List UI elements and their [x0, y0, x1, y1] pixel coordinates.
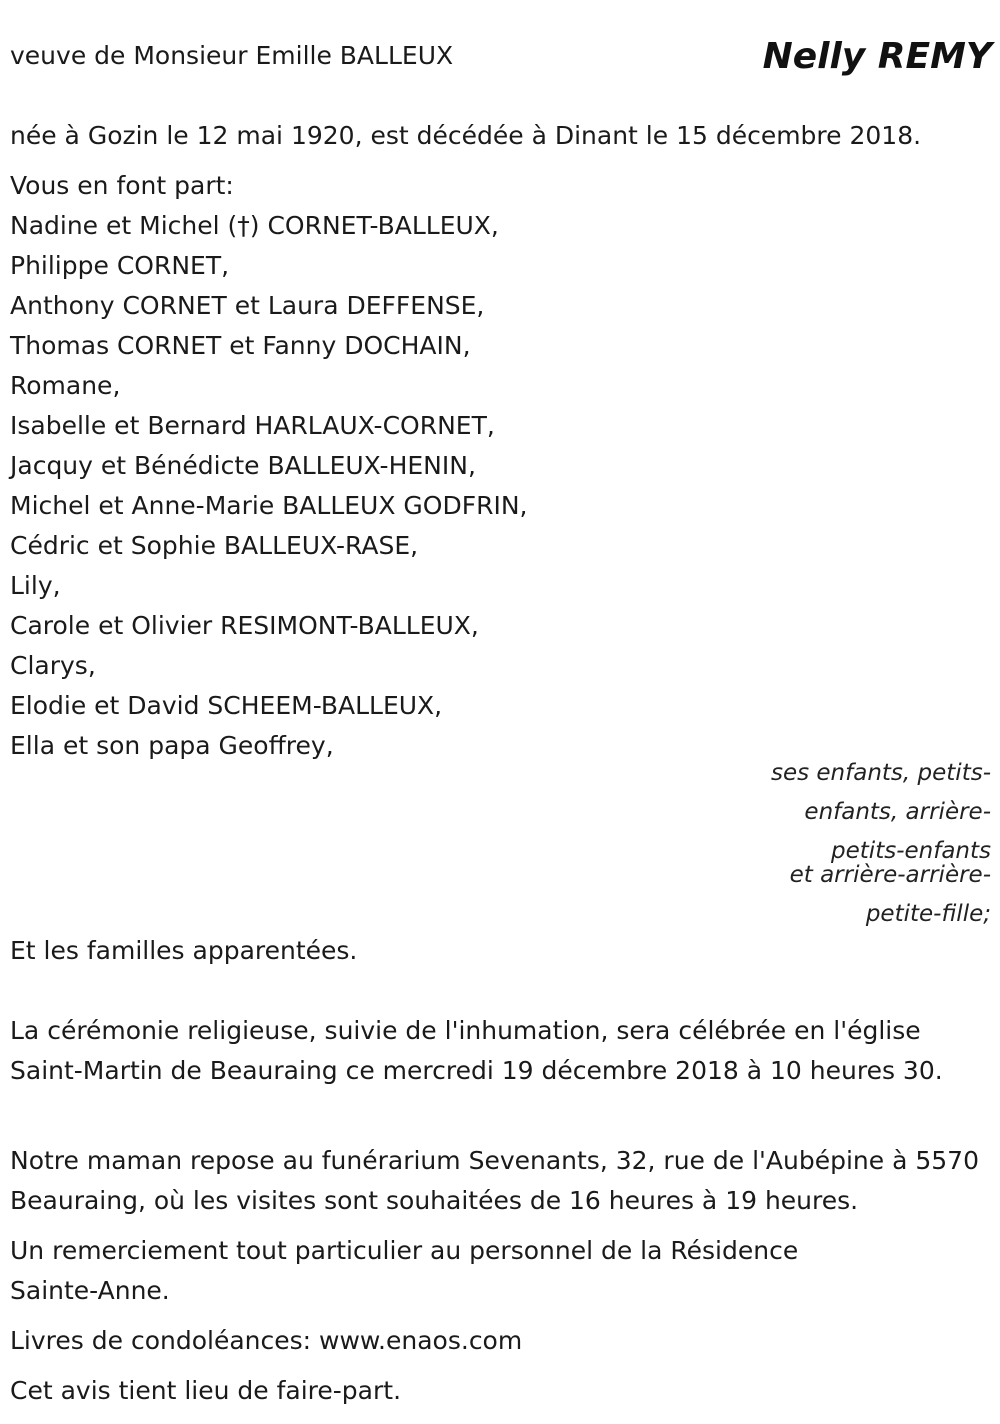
mourner-item: Carole et Olivier RESIMONT-BALLEUX, — [10, 611, 479, 640]
family-relation — [741, 754, 991, 934]
mourner-item: Michel et Anne-Marie BALLEUX GODFRIN, — [10, 491, 528, 520]
notice-line: Cet avis tient lieu de faire-part. — [10, 1376, 402, 1405]
thanks-paragraph: Un remerciement tout particulier au personnel de la Résidence Sainte-Anne. — [10, 1236, 799, 1305]
mourner-item: Thomas CORNET et Fanny DOCHAIN, — [10, 331, 471, 360]
deceased-name: Nelly REMY — [762, 36, 992, 77]
funeral-home-paragraph: Notre maman repose au funérarium Sevenants, 32, rue de l'Aubépine à 5570 Beauraing, où les visites sont souhaitées de 16 heures à 19 heures. — [10, 1146, 979, 1215]
birth-death-line: née à Gozin le 12 mai 1920, est décédée à Dinant le 15 décembre 2018. — [10, 121, 922, 150]
condolences-line: Livres de condoléances: www.enaos.com — [10, 1326, 523, 1355]
mourner-item: Philippe CORNET, — [10, 251, 230, 280]
families-line: Et les familles apparentées. — [10, 936, 358, 965]
mourner-item: Anthony CORNET et Laura DEFFENSE, — [10, 291, 485, 320]
mourner-item: Elodie et David SCHEEM-BALLEUX, — [10, 691, 443, 720]
mourner-item: Isabelle et Bernard HARLAUX-CORNET, — [10, 411, 495, 440]
mourner-item: Clarys, — [10, 651, 96, 680]
mourner-item: Romane, — [10, 371, 121, 400]
relation-line: et arrière-arrière-petite-fille; — [789, 862, 991, 927]
mourners-list — [10, 166, 528, 766]
mourner-item: Lily, — [10, 571, 61, 600]
relation-line: ses enfants, petits-enfants, arrière-petits-enfants — [770, 760, 991, 864]
notice-header — [10, 36, 992, 86]
mourner-item: Nadine et Michel (†) CORNET-BALLEUX, — [10, 211, 499, 240]
mourner-item: Jacquy et Bénédicte BALLEUX-HENIN, — [10, 451, 476, 480]
mourner-item: Ella et son papa Geoffrey, — [10, 731, 334, 760]
ceremony-paragraph: La cérémonie religieuse, suivie de l'inhumation, sera célébrée en l'église Saint-Martin de Beauraing ce mercredi 19 décembre 2018 à 10 heures 30. — [10, 1016, 943, 1085]
mourner-item: Cédric et Sophie BALLEUX-RASE, — [10, 531, 419, 560]
widow-of-line: veuve de Monsieur Emille BALLEUX — [10, 41, 454, 70]
mourners-intro: Vous en font part: — [10, 171, 234, 200]
